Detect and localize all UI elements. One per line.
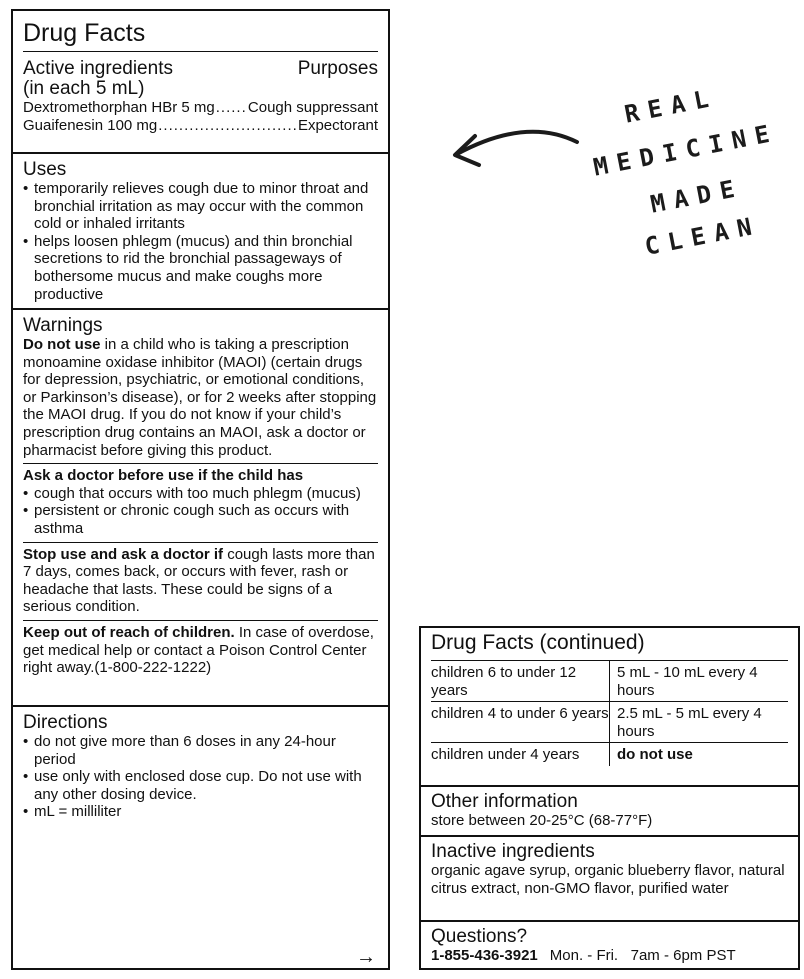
divider: [23, 620, 378, 621]
list-item: • temporarily relieves cough due to minor throat and bronchial irritation as may occur with the common cold or inhaled irritants: [23, 180, 378, 233]
inactive-ingredients-heading: Inactive ingredients: [431, 841, 595, 862]
do-not-use-label: Do not use: [23, 336, 101, 353]
storage-text: store between 20-25°C (68-77°F): [431, 812, 653, 829]
active-ingredients-heading: Active ingredients: [23, 58, 173, 79]
questions-heading: Questions?: [431, 926, 528, 947]
dosing-age: children 6 to under 12 years: [431, 661, 610, 702]
do-not-use-paragraph: [23, 336, 378, 459]
active-ingredients-section: [13, 18, 388, 154]
warnings-section: [13, 310, 388, 707]
callout-line-made: MADE: [648, 173, 746, 219]
dosing-amount: do not use: [610, 743, 789, 766]
continued-title: Drug Facts (continued): [431, 631, 645, 654]
dot-leader: [158, 117, 297, 135]
uses-heading: Uses: [23, 159, 67, 180]
list-item: • do not give more than 6 doses in any 24-hour period: [23, 733, 378, 768]
dosing-section: [421, 633, 798, 787]
ingredient-name: Guaifenesin 100 mg: [23, 116, 158, 134]
warnings-heading: Warnings: [23, 315, 103, 336]
directions-section: [13, 707, 388, 973]
active-ingredient-row: [23, 117, 378, 135]
keep-out-text: In case of overdose, get medical help or contact a Poison Control Center right away.(1-800-222-1222): [23, 623, 374, 677]
dosing-amount: 2.5 mL - 5 mL every 4 hours: [610, 702, 789, 743]
list-item: • helps loosen phlegm (mucus) and thin bronchial secretions to rid the bronchial passageways of bothersome mucus and make coughs more productive: [23, 233, 378, 303]
ask-doctor-list: [23, 485, 378, 538]
keep-out-label: Keep out of reach of children.: [23, 623, 235, 641]
do-not-use-text: in a child who is taking a prescription monoamine oxidase inhibitor (MAOI) (certain drugs for depression, psychiatric, or emotional conditions, or Parkinson’s disease), or for 2 weeks after stopping the MAOI drug. If you do not know if your child’s prescription drug contains an MAOI, ask a doctor or pharmacist before giving this product.: [23, 336, 377, 459]
questions-section: [421, 922, 798, 973]
ingredient-purpose: Cough suppressant: [247, 99, 378, 116]
divider: [23, 463, 378, 464]
list-item: • persistent or chronic cough such as occurs with asthma: [23, 502, 378, 537]
ingredient-name: Dextromethorphan HBr 5 mg: [23, 99, 215, 116]
callout-line-real: REAL: [622, 83, 720, 129]
dosing-row: [431, 743, 788, 766]
keep-out-paragraph: [23, 624, 378, 677]
next-panel-arrow-icon: →: [356, 946, 376, 968]
inactive-ingredients-text: organic agave syrup, organic blueberry flavor, natural citrus extract, non-GMO flavor, purified water: [431, 862, 785, 897]
stop-use-text: cough lasts more than 7 days, comes back, or occurs with fever, rash or headache that lasts. These could be signs of a serious condition.: [23, 545, 375, 616]
list-item: • mL = milliliter: [23, 803, 378, 821]
contact-line: [431, 947, 788, 965]
phone-number: 1-855-436-3921: [431, 947, 538, 964]
dosing-amount: 5 mL - 10 mL every 4 hours: [610, 661, 789, 702]
dot-leader: [216, 99, 247, 117]
other-information-heading: Other information: [431, 791, 578, 812]
active-ingredient-list: [23, 99, 378, 134]
dosing-age: children 4 to under 6 years: [431, 702, 610, 743]
purposes-heading: Purposes: [297, 58, 378, 79]
directions-list: [23, 733, 378, 821]
callout-line-medicine: MEDICINE: [591, 118, 781, 182]
active-heading-row: [23, 59, 378, 79]
callout-line-clean: CLEAN: [642, 211, 763, 261]
office-hours: Mon. - Fri. 7am - 6pm PST: [549, 947, 736, 964]
drug-facts-continued-panel: [419, 626, 800, 970]
list-item: • cough that occurs with too much phlegm (mucus): [23, 485, 378, 503]
ingredient-purpose: Expectorant: [297, 116, 378, 134]
drug-facts-title: Drug Facts: [23, 18, 378, 52]
dosing-age: children under 4 years: [431, 743, 610, 766]
dosing-row: [431, 702, 788, 743]
dosing-row: [431, 661, 788, 702]
stop-use-label: Stop use and ask a doctor if: [23, 545, 224, 563]
uses-section: [13, 154, 388, 310]
active-ingredient-row: [23, 99, 378, 117]
ask-doctor-block: [23, 467, 378, 537]
uses-list: [23, 180, 378, 303]
other-information-section: [421, 787, 798, 837]
active-subheading: (in each 5 mL): [23, 78, 145, 99]
stop-use-paragraph: [23, 546, 378, 616]
list-item: • use only with enclosed dose cup. Do not use with any other dosing device.: [23, 768, 378, 803]
dosing-table: [431, 660, 788, 766]
inactive-ingredients-section: [421, 837, 798, 922]
ask-doctor-label: Ask a doctor before use if the child has: [23, 467, 304, 485]
curved-arrow-left-icon: [445, 118, 585, 178]
divider: [23, 542, 378, 543]
drug-facts-panel: [11, 9, 390, 970]
directions-heading: Directions: [23, 712, 108, 733]
